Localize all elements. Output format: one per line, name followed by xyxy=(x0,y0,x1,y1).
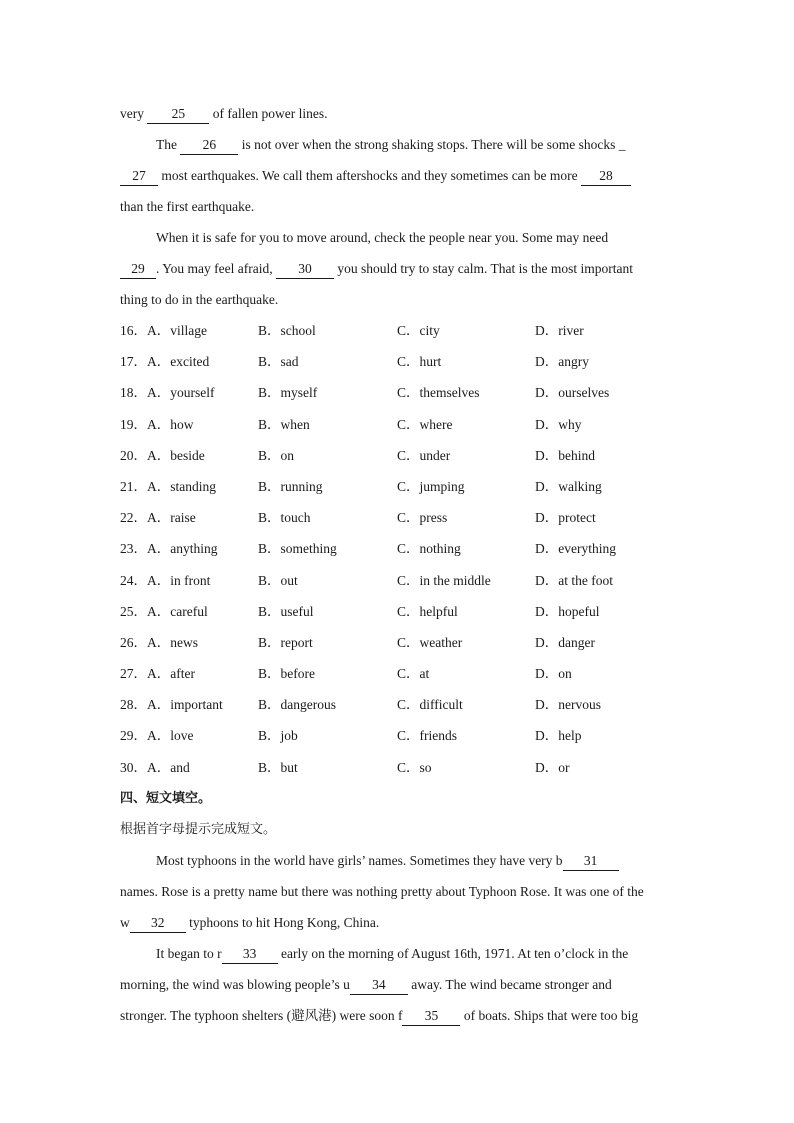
option-c xyxy=(397,409,452,440)
passage-line: thing to do in the earthquake. xyxy=(120,292,279,307)
option-c xyxy=(397,346,441,377)
question-number: 24． xyxy=(120,572,147,588)
option-text: A．beside xyxy=(147,447,205,463)
option-text: D．nervous xyxy=(535,697,601,713)
option-text: A．how xyxy=(147,416,194,432)
option-text: C．press xyxy=(397,510,448,526)
option-d xyxy=(535,720,582,751)
option-text: D．hopeful xyxy=(535,603,600,619)
option-a xyxy=(120,533,218,564)
option-text: D．on xyxy=(535,666,572,682)
passage-line xyxy=(120,969,676,1000)
blank-34: 34 xyxy=(350,976,408,995)
option-b xyxy=(258,502,311,533)
option-b xyxy=(258,377,317,408)
option-c xyxy=(397,502,447,533)
option-d xyxy=(535,346,589,377)
option-text: B．running xyxy=(258,478,323,494)
text: typhoons to hit Hong Kong, China. xyxy=(185,914,380,930)
question-row xyxy=(120,627,676,658)
option-text: B．before xyxy=(258,666,315,682)
option-text: D．protect xyxy=(535,510,596,526)
blank-33: 33 xyxy=(222,945,278,964)
blank-30: 30 xyxy=(276,260,334,279)
option-text: A．standing xyxy=(147,478,216,494)
option-text: B．something xyxy=(258,541,337,557)
option-a xyxy=(120,346,209,377)
option-text: C．hurt xyxy=(397,354,442,370)
option-a xyxy=(120,689,223,720)
option-a xyxy=(120,596,208,627)
option-text: A．after xyxy=(147,666,195,682)
option-c xyxy=(397,565,491,596)
option-text: C．at xyxy=(397,666,430,682)
question-row xyxy=(120,377,676,408)
passage-line xyxy=(120,907,676,938)
question-number: 20． xyxy=(120,447,147,463)
text: w xyxy=(120,914,130,930)
option-text: C．in the middle xyxy=(397,572,491,588)
question-row xyxy=(120,471,676,502)
option-c xyxy=(397,440,450,471)
option-a xyxy=(120,565,210,596)
option-d xyxy=(535,377,609,408)
section-title: 四、短文填空。 xyxy=(120,790,212,806)
option-a xyxy=(120,627,198,658)
question-number: 25． xyxy=(120,603,147,619)
option-b xyxy=(258,533,337,564)
question-row xyxy=(120,596,676,627)
question-row xyxy=(120,440,676,471)
option-b xyxy=(258,409,310,440)
option-text: C．themselves xyxy=(397,385,480,401)
option-d xyxy=(535,689,601,720)
text: It began to r xyxy=(156,945,222,961)
option-d xyxy=(535,533,616,564)
option-d xyxy=(535,596,600,627)
option-b xyxy=(258,720,298,751)
question-number: 27． xyxy=(120,666,147,682)
blank-35: 35 xyxy=(402,1007,460,1026)
option-text: C．helpful xyxy=(397,603,458,619)
option-b xyxy=(258,752,298,783)
option-a xyxy=(120,409,194,440)
passage-line xyxy=(120,129,676,160)
passage-line xyxy=(120,845,676,876)
option-text: B．useful xyxy=(258,603,314,619)
question-number: 30． xyxy=(120,759,147,775)
option-text: A．careful xyxy=(147,603,208,619)
option-text: D．at the foot xyxy=(535,572,613,588)
question-row xyxy=(120,565,676,596)
option-text: D．walking xyxy=(535,478,602,494)
text: morning, the wind was blowing people’s u xyxy=(120,976,350,992)
question-row xyxy=(120,502,676,533)
text: of boats. Ships that were too big xyxy=(460,1007,639,1023)
blank-31: 31 xyxy=(563,852,619,871)
option-d xyxy=(535,658,572,689)
question-number: 26． xyxy=(120,634,147,650)
text: The xyxy=(156,137,181,152)
option-text: A．village xyxy=(147,323,207,338)
option-a xyxy=(120,752,190,783)
option-text: C．weather xyxy=(397,634,463,650)
option-b xyxy=(258,346,299,377)
text: stronger. The typhoon shelters (避风港) were soon f xyxy=(120,1007,403,1023)
blank-26: 26 xyxy=(180,136,238,155)
passage-line xyxy=(120,98,676,129)
text: very xyxy=(120,106,148,121)
text: Most typhoons in the world have girls’ names. Sometimes they have very b xyxy=(156,852,563,868)
option-text: A．anything xyxy=(147,541,218,557)
option-text: C．jumping xyxy=(397,478,465,494)
option-d xyxy=(535,752,570,783)
question-number: 17． xyxy=(120,354,147,370)
option-text: A．news xyxy=(147,634,198,650)
blank-27: 27 xyxy=(120,167,158,186)
option-text: D．everything xyxy=(535,541,616,557)
option-text: C．where xyxy=(397,416,453,432)
text: away. The wind became stronger and xyxy=(407,976,612,992)
option-a xyxy=(120,502,196,533)
option-text: B．but xyxy=(258,759,298,775)
option-c xyxy=(397,315,440,346)
question-number: 18． xyxy=(120,385,147,401)
option-text: B．myself xyxy=(258,385,318,401)
option-a xyxy=(120,658,195,689)
option-text: A．yourself xyxy=(147,385,215,401)
passage-line xyxy=(120,1000,676,1031)
passage-line: than the first earthquake. xyxy=(120,199,255,214)
option-a xyxy=(120,440,205,471)
blank-28: 28 xyxy=(581,167,631,186)
option-text: B．out xyxy=(258,572,298,588)
option-a xyxy=(120,315,207,346)
option-text: B．report xyxy=(258,634,313,650)
question-number: 28． xyxy=(120,697,147,713)
option-c xyxy=(397,377,480,408)
question-number: 22． xyxy=(120,510,147,526)
option-c xyxy=(397,471,465,502)
text: most earthquakes. We call them aftershocks and they sometimes can be more xyxy=(158,168,582,183)
option-text: B．touch xyxy=(258,510,311,526)
option-text: A．important xyxy=(147,697,223,713)
question-row xyxy=(120,409,676,440)
option-d xyxy=(535,315,584,346)
question-row xyxy=(120,689,676,720)
option-text: B．school xyxy=(258,323,316,338)
passage-line xyxy=(120,253,676,284)
option-a xyxy=(120,471,216,502)
option-text: D．behind xyxy=(535,447,595,463)
text: early on the morning of August 16th, 1971. At ten o’clock in the xyxy=(277,945,629,961)
text: of fallen power lines. xyxy=(209,106,328,121)
option-d xyxy=(535,502,596,533)
options-list xyxy=(120,315,676,783)
question-number: 19． xyxy=(120,416,147,432)
passage-line: When it is safe for you to move around, check the people near you. Some may need xyxy=(156,230,609,245)
option-text: D．or xyxy=(535,759,570,775)
question-number: 16． xyxy=(120,323,147,338)
blank-32: 32 xyxy=(130,914,186,933)
blank-29: 29 xyxy=(120,260,156,279)
question-row xyxy=(120,658,676,689)
section-instruction: 根据首字母提示完成短文。 xyxy=(120,821,277,837)
question-row xyxy=(120,720,676,751)
passage-line: names. Rose is a pretty name but there was nothing pretty about Typhoon Rose. It was one of the xyxy=(120,883,644,899)
text: . You may feel afraid, xyxy=(156,261,276,276)
option-b xyxy=(258,440,294,471)
question-number: 23． xyxy=(120,541,147,557)
option-text: D．danger xyxy=(535,634,595,650)
option-text: C．city xyxy=(397,323,440,338)
passage-line xyxy=(120,160,676,191)
option-c xyxy=(397,533,461,564)
option-text: D．help xyxy=(535,728,582,744)
option-text: C．difficult xyxy=(397,697,463,713)
passage-line xyxy=(120,938,676,969)
option-d xyxy=(535,409,582,440)
option-d xyxy=(535,440,595,471)
question-row xyxy=(120,752,676,783)
option-b xyxy=(258,565,298,596)
option-c xyxy=(397,752,432,783)
option-text: C．under xyxy=(397,447,451,463)
option-d xyxy=(535,565,613,596)
option-c xyxy=(397,720,457,751)
option-text: B．on xyxy=(258,447,295,463)
option-b xyxy=(258,315,316,346)
option-c xyxy=(397,596,458,627)
option-a xyxy=(120,720,194,751)
question-number: 29． xyxy=(120,728,147,744)
option-text: A．in front xyxy=(147,572,211,588)
option-c xyxy=(397,658,429,689)
blank-25: 25 xyxy=(147,105,209,124)
option-text: D．ourselves xyxy=(535,385,610,401)
option-text: B．job xyxy=(258,728,298,744)
option-text: D．angry xyxy=(535,354,589,370)
option-text: B．when xyxy=(258,416,310,432)
text: you should try to stay calm. That is the most important xyxy=(333,261,633,276)
option-text: A．raise xyxy=(147,510,196,526)
option-text: B．dangerous xyxy=(258,697,336,713)
option-b xyxy=(258,689,336,720)
option-c xyxy=(397,627,462,658)
question-row xyxy=(120,533,676,564)
question-number: 21． xyxy=(120,478,147,494)
option-text: B．sad xyxy=(258,354,299,370)
option-text: C．friends xyxy=(397,728,457,744)
option-d xyxy=(535,471,602,502)
document-page xyxy=(120,98,676,1031)
option-b xyxy=(258,596,314,627)
option-text: C．so xyxy=(397,759,432,775)
option-c xyxy=(397,689,463,720)
option-text: A．excited xyxy=(147,354,210,370)
option-text: D．river xyxy=(535,323,584,338)
question-row xyxy=(120,346,676,377)
option-text: A．love xyxy=(147,728,194,744)
text: is not over when the strong shaking stops. There will be some shocks _ xyxy=(238,137,626,152)
option-b xyxy=(258,471,323,502)
option-text: C．nothing xyxy=(397,541,461,557)
option-text: D．why xyxy=(535,416,582,432)
question-row xyxy=(120,315,676,346)
option-a xyxy=(120,377,215,408)
option-b xyxy=(258,658,315,689)
option-d xyxy=(535,627,595,658)
option-b xyxy=(258,627,313,658)
option-text: A．and xyxy=(147,759,190,775)
